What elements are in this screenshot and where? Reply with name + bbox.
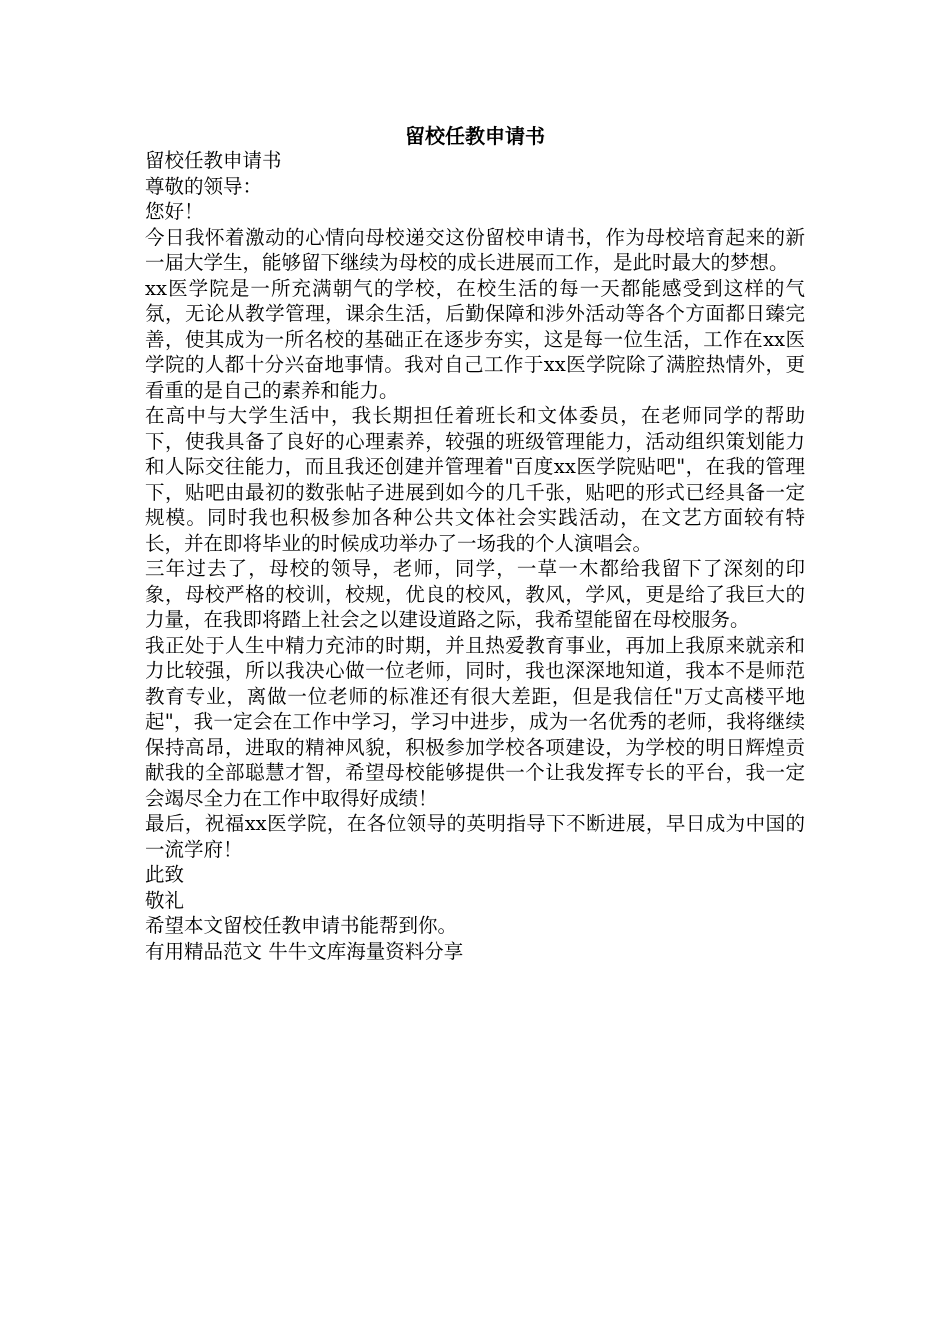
salutation: 尊敬的领导：: [145, 174, 263, 198]
document-body: [145, 148, 805, 964]
paragraph-experience: 在高中与大学生活中，我长期担任着班长和文体委员，在老师同学的帮助下，使我具备了良好的心理素养，较强的班级管理能力，活动组织策划能力和人际交往能力，而且我还创建并管理着"百度xx医学院贴吧"，在我的管理下，贴吧由最初的数张帖子进展到如今的几千张，贴吧的形式已经具备一定规模。同时我也积极参加各种公共文体社会实践活动，在文艺方面较有特长，并在即将毕业的时候成功举办了一场我的个人演唱会。: [145, 404, 805, 555]
paragraph-intro: 今日我怀着激动的心情向母校递交这份留校申请书，作为母校培育起来的新一届大学生，能够留下继续为母校的成长进展而工作，是此时最大的梦想。: [145, 225, 805, 274]
document-title: 留校任教申请书: [405, 124, 545, 148]
greeting: 您好！: [145, 200, 204, 223]
paragraph-closing-wish: 最后，祝福xx医学院，在各位领导的英明指导下不断进展，早日成为中国的一流学府！: [145, 812, 805, 861]
footer-note: 希望本文留校任教申请书能帮到你。: [145, 914, 458, 937]
paragraph-memories: 三年过去了，母校的领导，老师，同学，一草一木都给我留下了深刻的印象，母校严格的校训，校规，优良的校风，教风，学风，更是给了我巨大的力量，在我即将踏上社会之以建设道路之际，我希望能留在母校服务。: [145, 557, 805, 631]
paragraph-aspiration: 我正处于人生中精力充沛的时期，并且热爱教育事业，再加上我原来就亲和力比较强，所以我决心做一位老师，同时，我也深深地知道，我本不是师范教育专业，离做一位老师的标准还有很大差距，但是我信任"万丈高楼平地起"，我一定会在工作中学习，学习中进步，成为一名优秀的老师，我将继续保持高昂，进取的精神风貌，积极参加学校各项建设，为学校的明日辉煌贡献我的全部聪慧才智，希望母校能够提供一个让我发挥专长的平台，我一定会竭尽全力在工作中取得好成绩！: [145, 633, 805, 810]
closing-ci-zhi: 此致: [145, 863, 185, 886]
paragraph-school: xx医学院是一所充满朝气的学校，在校生活的每一天都能感受到这样的气氛，无论从教学管理，课余生活，后勤保障和涉外活动等各个方面都日臻完善，使其成为一所名校的基础正在逐步夯实，这是每一位生活，工作在xx医学院的人都十分兴奋地事情。我对自己工作于xx医学院除了满腔热情外，更看重的是自己的素养和能力。: [145, 276, 805, 402]
footer-source: 有用精品范文 牛牛文库海量资料分享: [145, 939, 464, 963]
body-heading: 留校任教申请书: [145, 149, 282, 172]
closing-jing-li: 敬礼: [145, 888, 185, 912]
